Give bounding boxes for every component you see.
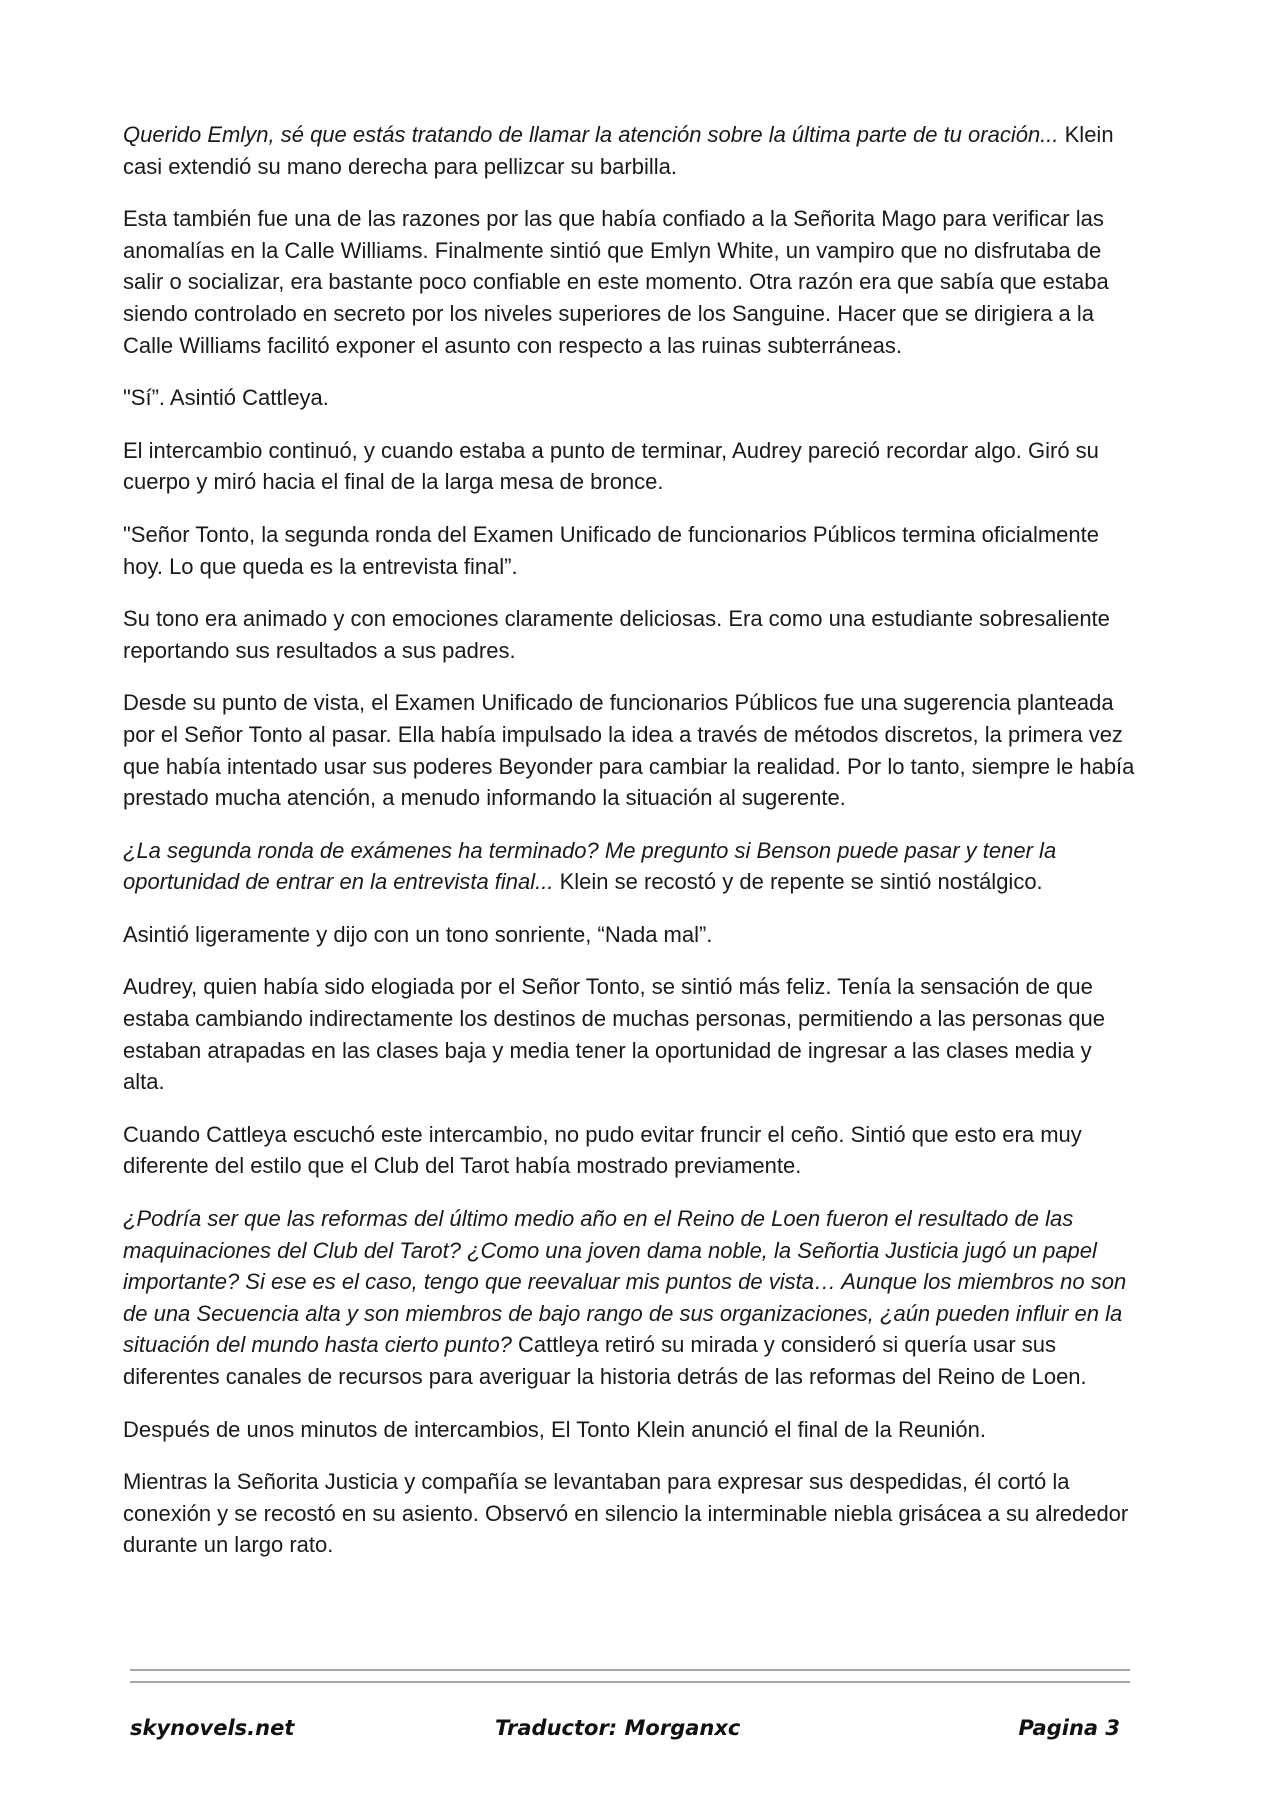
footer-site: skynovels.net [130,1716,295,1740]
paragraph-text: Klein casi extendió su mano derecha para pellizcar su barbilla. [123,122,1114,179]
paragraph-text: Cattleya retiró su mirada y consideró si quería usar sus diferentes canales de recursos para averiguar la historia detrás de las reformas del Reino de Loen. [123,1332,1087,1389]
footer-translator: Traductor: Morganxc [495,1716,741,1740]
italic-thought: ¿La segunda ronda de exámenes ha terminado? Me pregunto si Benson puede pasar y tener la oportunidad de entrar en la entrevista final... [123,837,1057,895]
paragraph-2 [123,203,1138,361]
paragraph-14 [123,1466,1138,1561]
italic-thought: ¿Podría ser que las reformas del último medio año en el Reino de Loen fueron el resultado de las maquinaciones del Club del Tarot? ¿Como una joven dama noble, la Señortia Justicia jugó un papel importante? Si ese es el caso, tengo que reevaluar mis puntos de vista… Aunque los miembros no son de una Secuencia alta y son miembros de bajo rango de sus organizaciones, ¿aún pueden influir en la situación del mundo hasta cierto punto? [123,1206,1127,1358]
paragraph-1 [123,119,1138,182]
paragraph-text: Cuando Cattleya escuchó este intercambio, no pudo evitar fruncir el ceño. Sintió que esto era muy diferente del estilo que el Club del Tarot había mostrado previamente. [123,1121,1082,1179]
paragraph-text: Mientras la Señorita Justicia y compañía se levantaban para expresar sus despedidas, él cortó la conexión y se recostó en su asiento. Observó en silencio la interminable niebla grisácea a su alrededor durante un largo rato. [123,1469,1129,1558]
paragraph-text: Esta también fue una de las razones por las que había confiado a la Señorita Mago para verificar las anomalías en la Calle Williams. Finalmente sintió que Emlyn White, un vampiro que no disfrutaba de salir o socializar, era bastante poco confiable en este momento. Otra razón era que sabía que estaba siendo controlado en secreto por los niveles superiores de los Sanguine. Hacer que se dirigiera a la Calle Williams facilitó exponer el asunto con respecto a las ruinas subterráneas. [123,206,1109,358]
footer-divider-top [130,1669,1130,1671]
paragraph-13 [123,1414,1138,1446]
paragraph-text: Su tono era animado y con emociones claramente deliciosas. Era como una estudiante sobresaliente reportando sus resultados a sus padres. [123,606,1110,663]
italic-thought: Querido Emlyn, sé que estás tratando de llamar la atención sobre la última parte de tu oración... [123,122,1059,147]
page-footer [130,1716,1120,1748]
paragraph-7 [123,687,1138,813]
paragraph-text: Después de unos minutos de intercambios, El Tonto Klein anunció el final de la Reunión. [123,1416,987,1442]
footer-divider-bottom [130,1681,1130,1683]
paragraph-text: Asintió ligeramente y dijo con un tono sonriente, “Nada mal”. [123,921,713,947]
paragraph-5 [123,519,1138,582]
paragraph-3 [123,382,1138,414]
footer-page-number: Pagina 3 [1018,1716,1120,1740]
paragraph-8 [123,835,1138,898]
paragraph-text: Klein se recostó y de repente se sintió nostálgico. [553,869,1043,895]
paragraph-text: El intercambio continuó, y cuando estaba a punto de terminar, Audrey pareció recordar algo. Giró su cuerpo y miró hacia el final de la larga mesa de bronce. [123,437,1099,495]
paragraph-text: Audrey, quien había sido elogiada por el Señor Tonto, se sintió más feliz. Tenía la sensación de que estaba cambiando indirectamente los destinos de muchas personas, permitiendo a las personas que estaban atrapadas en las clases baja y media tener la oportunidad de ingresar a las clases media y alta. [123,974,1106,1095]
paragraph-11 [123,1119,1138,1182]
paragraph-4 [123,435,1138,498]
paragraph-text: "Señor Tonto, la segunda ronda del Examen Unificado de funcionarios Públicos termina oficialmente hoy. Lo que queda es la entrevista final”. [123,521,1099,579]
paragraph-text: "Sí”. Asintió Cattleya. [123,385,329,411]
page-body [123,119,1138,1582]
paragraph-10 [123,971,1138,1097]
paragraph-12 [123,1203,1138,1393]
paragraph-6 [123,603,1138,666]
paragraph-9 [123,919,1138,951]
paragraph-text: Desde su punto de vista, el Examen Unificado de funcionarios Públicos fue una sugerencia planteada por el Señor Tonto al pasar. Ella había impulsado la idea a través de métodos discretos, la primera vez que había intentado usar sus poderes Beyonder para cambiar la realidad. Por lo tanto, siempre le había prestado mucha atención, a menudo informando la situación al sugerente. [123,690,1135,811]
